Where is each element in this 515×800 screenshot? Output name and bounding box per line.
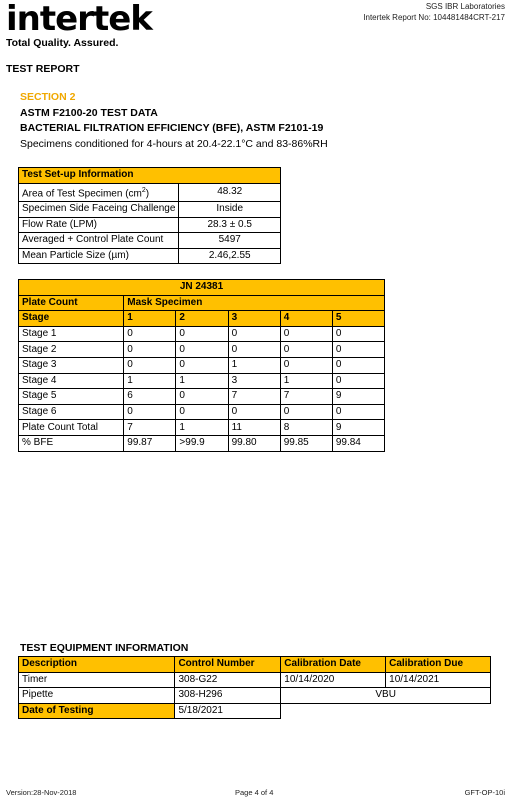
table-row (19, 326, 385, 342)
plate-count-cell: 0 (332, 404, 384, 420)
specimen-number: 2 (176, 311, 228, 327)
plate-count-cell: 0 (176, 342, 228, 358)
heading-bfe: BACTERIAL FILTRATION EFFICIENCY (BFE), ASTM F2101-19 (20, 122, 324, 134)
setup-value: Inside (179, 201, 281, 217)
plate-count-cell: 99.85 (280, 435, 332, 451)
plate-count-cell: 0 (228, 342, 280, 358)
equip-header-cal-due: Calibration Due (386, 657, 491, 673)
plate-count-cell: 1 (176, 373, 228, 389)
row-label: Plate Count Total (19, 420, 124, 436)
table-row (19, 248, 281, 264)
row-label: Stage 6 (19, 404, 124, 420)
plate-count-cell: 1 (280, 373, 332, 389)
table-row (19, 183, 281, 201)
plate-count-header: Plate Count (19, 295, 124, 311)
footer-form: GFT-OP-10i (464, 788, 505, 797)
table-row (19, 420, 385, 436)
setup-label: Specimen Side Faceing Challenge (19, 201, 179, 217)
mask-specimen-header: Mask Specimen (124, 295, 385, 311)
plate-count-cell: 0 (280, 326, 332, 342)
plate-count-cell: 99.87 (124, 435, 176, 451)
plate-count-cell: 0 (176, 326, 228, 342)
setup-value: 28.3 ± 0.5 (179, 217, 281, 233)
setup-label: Mean Particle Size (µm) (19, 248, 179, 264)
plate-count-cell: 0 (280, 404, 332, 420)
plate-count-cell: 0 (280, 357, 332, 373)
equip-header-cal-date: Calibration Date (281, 657, 386, 673)
specimen-number: 4 (280, 311, 332, 327)
plate-count-cell: 6 (124, 389, 176, 405)
equip-cal-date: 10/14/2020 (281, 672, 386, 688)
plate-count-cell: 0 (124, 357, 176, 373)
plate-count-cell: 0 (332, 357, 384, 373)
row-label: Stage 3 (19, 357, 124, 373)
table-row (19, 233, 281, 249)
table-row (19, 435, 385, 451)
plate-count-cell: >99.9 (176, 435, 228, 451)
plate-count-cell: 0 (124, 326, 176, 342)
heading-astm-f2100: ASTM F2100-20 TEST DATA (20, 107, 158, 119)
plate-count-cell: 0 (176, 404, 228, 420)
plate-count-cell: 11 (228, 420, 280, 436)
plate-count-cell: 1 (176, 420, 228, 436)
plate-count-cell: 1 (124, 373, 176, 389)
setup-label: Averaged + Control Plate Count (19, 233, 179, 249)
plate-count-cell: 3 (228, 373, 280, 389)
setup-table (18, 167, 281, 264)
equip-control: 308-G22 (175, 672, 281, 688)
setup-title: Test Set-up Information (19, 168, 281, 184)
row-label: % BFE (19, 435, 124, 451)
table-row (19, 404, 385, 420)
equipment-title: TEST EQUIPMENT INFORMATION (20, 642, 189, 654)
specimen-number: 3 (228, 311, 280, 327)
setup-value: 48.32 (179, 183, 281, 201)
intertek-logo: intertek (6, 0, 152, 39)
equip-control: 308-H296 (175, 688, 281, 704)
plate-count-cell: 0 (228, 404, 280, 420)
equip-header-description: Description (19, 657, 175, 673)
table-row (19, 217, 281, 233)
plate-count-cell: 0 (332, 373, 384, 389)
footer-page: Page 4 of 4 (235, 788, 274, 797)
plate-count-cell: 0 (176, 389, 228, 405)
setup-value: 2.46,2.55 (179, 248, 281, 264)
plate-count-cell: 8 (280, 420, 332, 436)
equip-cal-status: VBU (281, 688, 491, 704)
footer-version: Version:28-Nov-2018 (6, 788, 77, 797)
stage-header: Stage (19, 311, 124, 327)
table-row (19, 389, 385, 405)
date-of-testing-value: 5/18/2021 (175, 703, 281, 719)
plate-count-cell: 9 (332, 420, 384, 436)
date-of-testing-label: Date of Testing (19, 703, 175, 719)
equip-desc: Timer (19, 672, 175, 688)
equip-cal-due: 10/14/2021 (386, 672, 491, 688)
plate-count-cell: 7 (228, 389, 280, 405)
plate-count-cell: 7 (280, 389, 332, 405)
table-row (19, 201, 281, 217)
setup-label: Area of Test Specimen $(cm^2)$ (19, 183, 179, 201)
table-row (19, 357, 385, 373)
table-row (19, 672, 491, 688)
equip-header-control: Control Number (175, 657, 281, 673)
plate-count-cell: 0 (228, 326, 280, 342)
plate-count-cell: 0 (280, 342, 332, 358)
plate-count-cell: 0 (124, 404, 176, 420)
plate-count-cell: 7 (124, 420, 176, 436)
job-number: JN 24381 (19, 280, 385, 296)
equip-desc: Pipette (19, 688, 175, 704)
plate-count-cell: 99.80 (228, 435, 280, 451)
table-row (19, 342, 385, 358)
plate-count-cell: 0 (332, 342, 384, 358)
page-title: TEST REPORT (6, 63, 80, 75)
row-label: Stage 5 (19, 389, 124, 405)
plate-count-cell: 9 (332, 389, 384, 405)
logo-tagline: Total Quality. Assured. (6, 37, 119, 49)
plate-count-cell: 0 (332, 326, 384, 342)
setup-label: Flow Rate (LPM) (19, 217, 179, 233)
row-label: Stage 1 (19, 326, 124, 342)
plate-count-cell: 99.84 (332, 435, 384, 451)
setup-value: 5497 (179, 233, 281, 249)
section-label: SECTION 2 (20, 91, 76, 103)
specimen-number: 1 (124, 311, 176, 327)
plate-count-cell: 1 (228, 357, 280, 373)
row-label: Stage 4 (19, 373, 124, 389)
table-row (19, 688, 491, 704)
table-row (19, 373, 385, 389)
plate-count-cell: 0 (124, 342, 176, 358)
plate-count-cell: 0 (176, 357, 228, 373)
report-number: Intertek Report No: 104481484CRT-217 (363, 13, 505, 22)
conditioning-note: Specimens conditioned for 4-hours at 20.4-22.1°C and 83-86%RH (20, 138, 328, 150)
lab-name: SGS IBR Laboratories (425, 2, 505, 11)
plate-count-table (18, 279, 385, 452)
specimen-number: 5 (332, 311, 384, 327)
equipment-table (18, 656, 491, 719)
row-label: Stage 2 (19, 342, 124, 358)
